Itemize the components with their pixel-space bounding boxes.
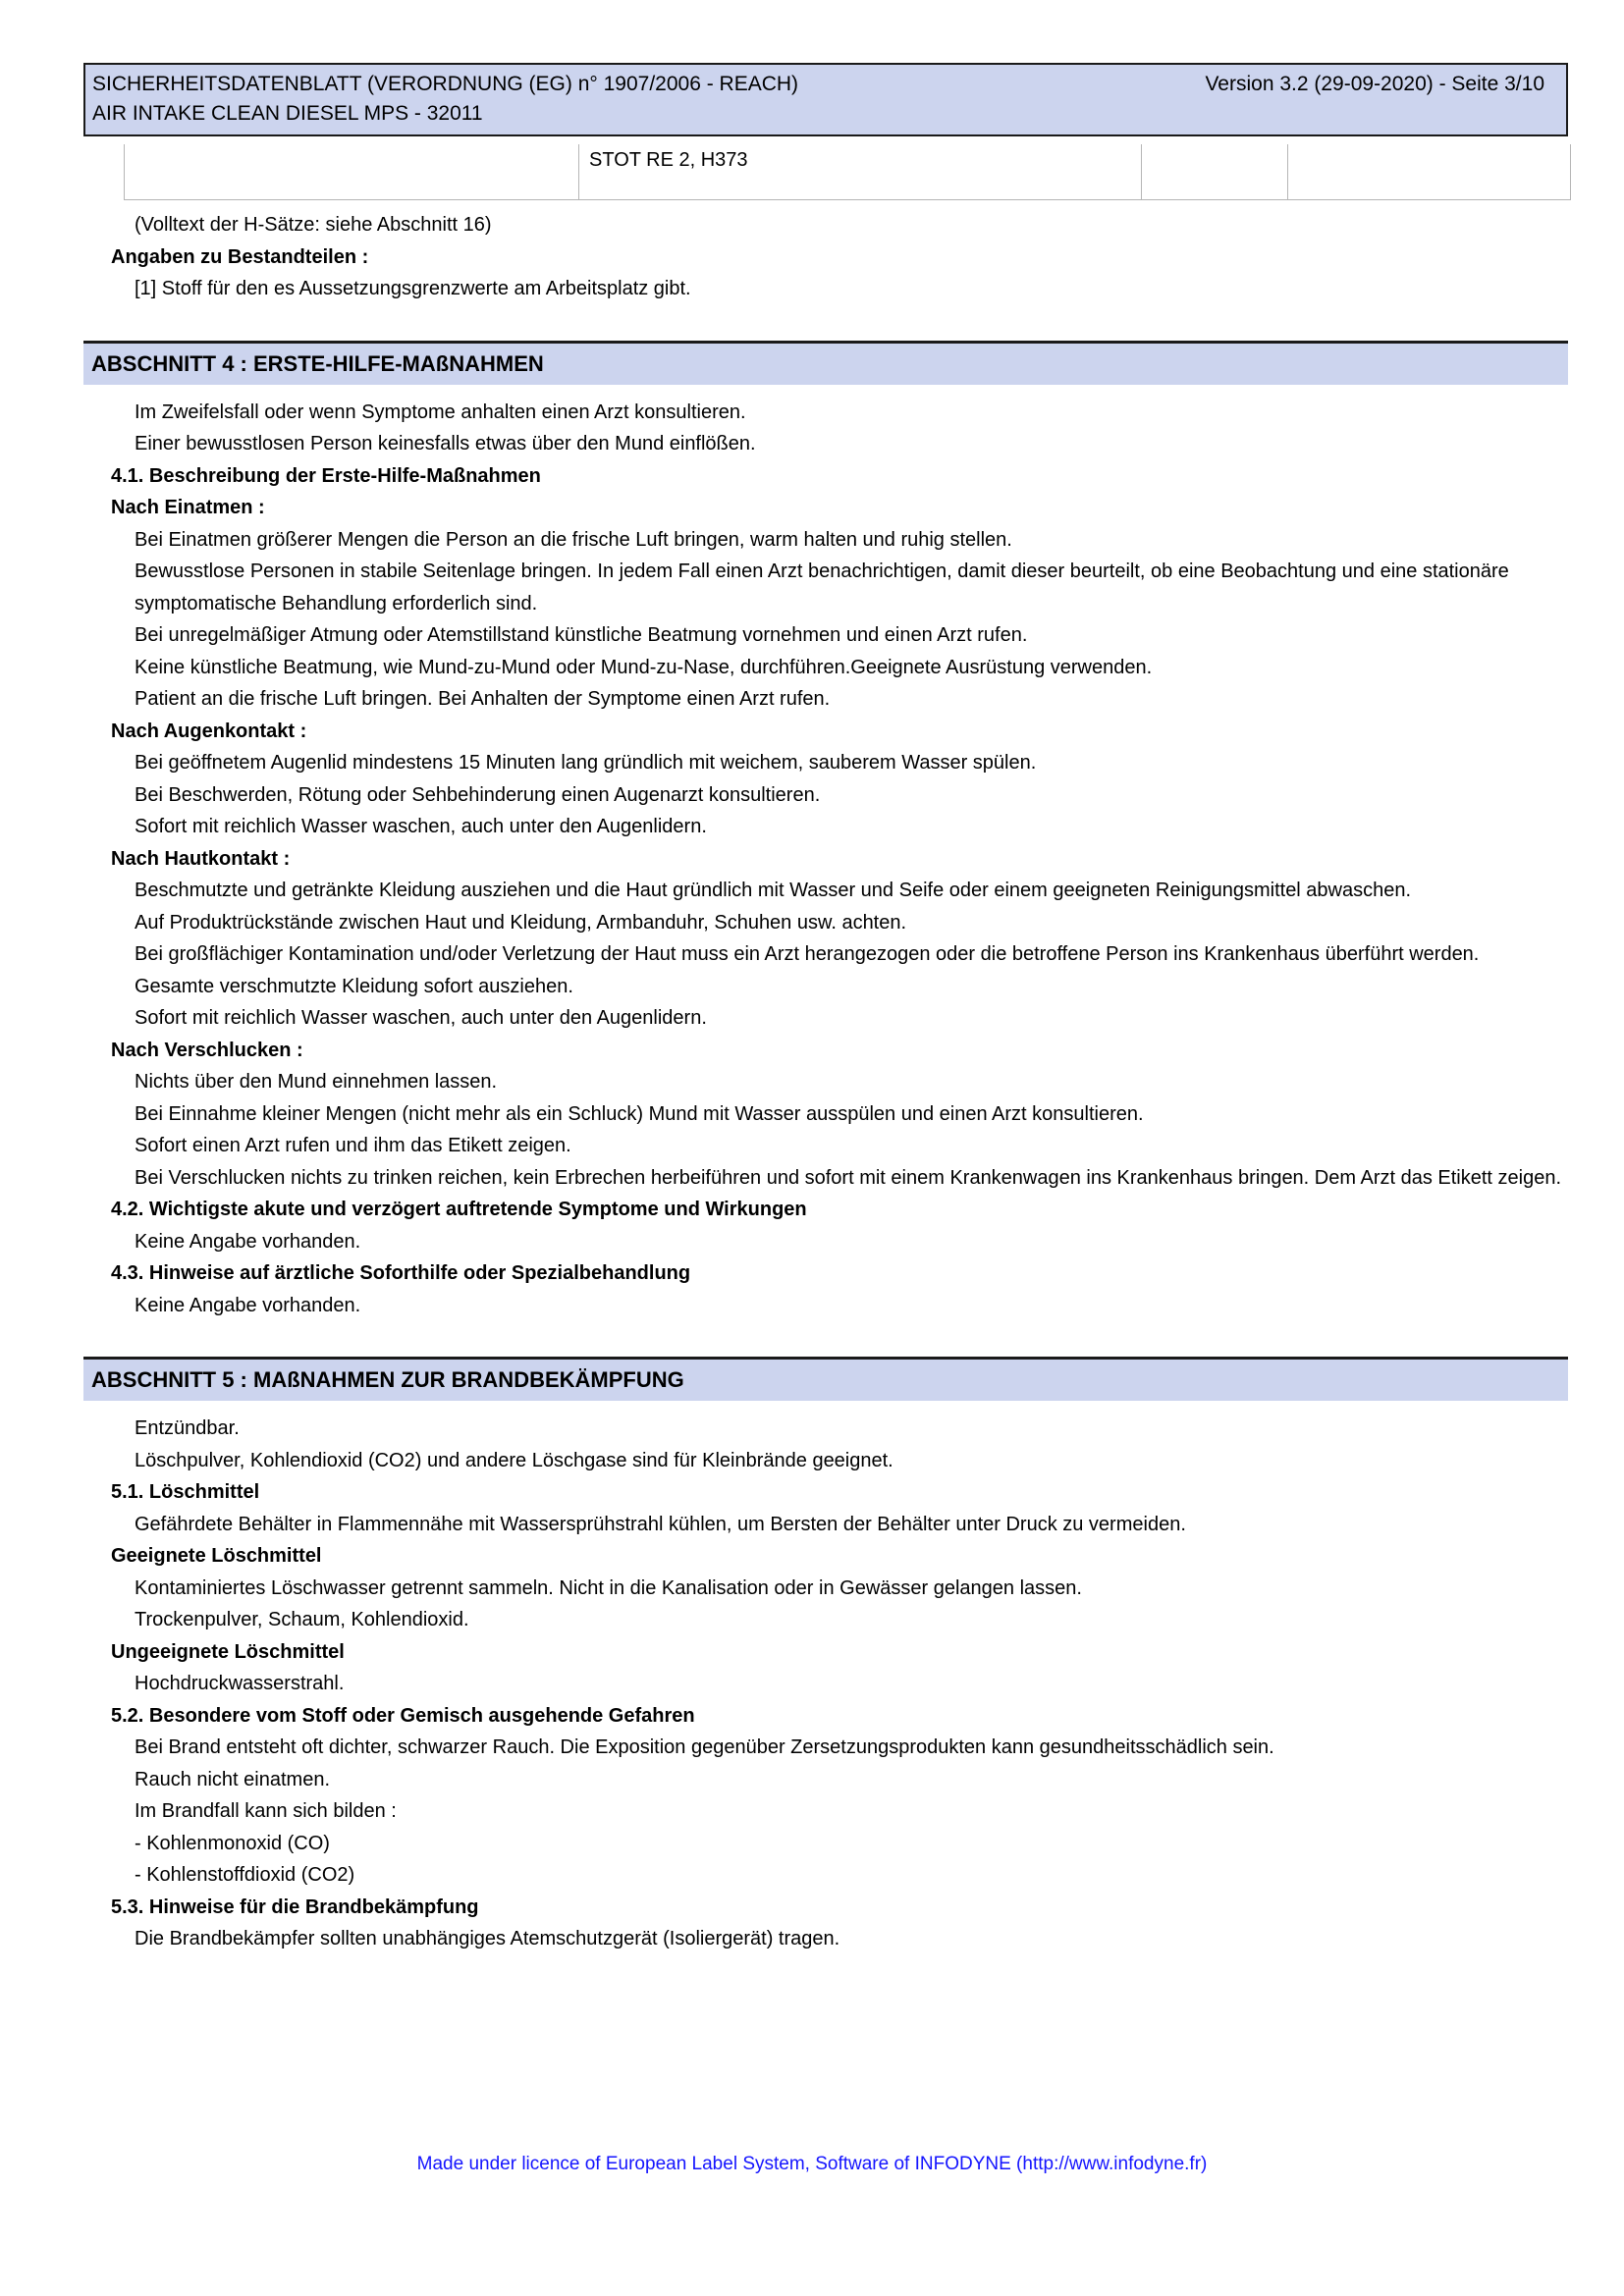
preamble-lines: [83, 209, 1568, 305]
subsection-heading: Angaben zu Bestandteilen :: [111, 245, 369, 268]
body-text-line: Bei Brand entsteht oft dichter, schwarzer Rauch. Die Exposition gegenüber Zersetzungsprodukten kann gesundheitsschädlich sein.: [135, 1736, 1274, 1758]
table-cell-4: [1288, 144, 1570, 199]
body-text-line: Bei Beschwerden, Rötung oder Sehbehinderung einen Augenarzt konsultieren.: [135, 783, 821, 806]
body-text-line: Beschmutzte und getränkte Kleidung ausziehen und die Haut gründlich mit Wasser und Seife oder einem geeigneten Reinigungsmittel abwaschen.: [135, 880, 1412, 901]
subsection-heading: 4.1. Beschreibung der Erste-Hilfe-Maßnahmen: [111, 464, 541, 487]
body-text-line: Bei Verschlucken nichts zu trinken reichen, kein Erbrechen herbeiführen und sofort mit einem Krankenwagen ins Krankenhaus bringen. Dem Arzt das Etikett zeigen.: [135, 1166, 1562, 1189]
version-page-info: Version 3.2 (29-09-2020) - Seite 3/10: [1205, 73, 1544, 95]
subsection-heading: 5.2. Besondere vom Stoff oder Gemisch ausgehende Gefahren: [111, 1704, 695, 1727]
body-text-line: Entzündbar.: [135, 1417, 240, 1439]
body-text-line: Bei Einnahme kleiner Mengen (nicht mehr als ein Schluck) Mund mit Wasser ausspülen und einen Arzt konsultieren.: [135, 1102, 1144, 1125]
body-text-line: Auf Produktrückstände zwischen Haut und Kleidung, Armbanduhr, Schuhen usw. achten.: [135, 911, 907, 934]
body-text-line: Keine Angabe vorhanden.: [135, 1294, 361, 1316]
body-text-line: - Kohlenmonoxid (CO): [135, 1832, 330, 1854]
subsection-heading: 4.3. Hinweise auf ärztliche Soforthilfe oder Spezialbehandlung: [111, 1262, 691, 1284]
body-text-line: Sofort mit reichlich Wasser waschen, auch unter den Augenlidern.: [135, 1007, 707, 1029]
page-content: [83, 63, 1568, 1955]
body-text-line: Im Brandfall kann sich bilden :: [135, 1800, 397, 1822]
table-cell-3: [1142, 144, 1288, 199]
classification-table-fragment: [124, 144, 1571, 200]
section-4-body: [83, 397, 1568, 1322]
body-text-line: Patient an die frische Luft bringen. Bei Anhalten der Symptome einen Arzt rufen.: [135, 688, 831, 710]
section-5-body: [83, 1413, 1568, 1955]
body-text-line: Bei Einatmen größerer Mengen die Person an die frische Luft bringen, warm halten und ruhig stellen.: [135, 528, 1012, 551]
subsection-heading: Nach Einatmen :: [111, 497, 265, 518]
body-text-line: Trockenpulver, Schaum, Kohlendioxid.: [135, 1609, 469, 1630]
body-text-line: Die Brandbekämpfer sollten unabhängiges Atemschutzgerät (Isoliergerät) tragen.: [135, 1928, 840, 1949]
subsection-heading: 5.1. Löschmittel: [111, 1481, 260, 1503]
body-text-line: - Kohlenstoffdioxid (CO2): [135, 1864, 355, 1886]
section-5: [83, 1357, 1568, 1955]
body-text-line: Gesamte verschmutzte Kleidung sofort ausziehen.: [135, 975, 573, 997]
section-4: [83, 341, 1568, 1322]
body-text-line: Gefährdete Behälter in Flammennähe mit Wassersprühstrahl kühlen, um Bersten der Behälter unter Druck zu vermeiden.: [135, 1513, 1186, 1535]
product-name: AIR INTAKE CLEAN DIESEL MPS - 32011: [92, 102, 483, 125]
body-text-line: Bei geöffnetem Augenlid mindestens 15 Minuten lang gründlich mit weichem, sauberem Wasser spülen.: [135, 752, 1037, 774]
footer-licence-note: Made under licence of European Label System, Software of INFODYNE (http://www.infodyne.fr): [416, 2154, 1208, 2174]
subsection-heading: Nach Verschlucken :: [111, 1039, 303, 1061]
body-text-line: Nichts über den Mund einnehmen lassen.: [135, 1071, 498, 1093]
body-text-line: Keine Angabe vorhanden.: [135, 1230, 361, 1253]
section-4-title: ABSCHNITT 4 : ERSTE-HILFE-MAßNAHMEN: [83, 341, 1568, 385]
document-header-row: [92, 70, 1544, 99]
section-5-title: ABSCHNITT 5 : MAßNAHMEN ZUR BRANDBEKÄMPFUNG: [83, 1357, 1568, 1401]
subsection-heading: Nach Augenkontakt :: [111, 720, 307, 742]
subsection-heading: Geeignete Löschmittel: [111, 1545, 322, 1567]
body-text-line: Sofort mit reichlich Wasser waschen, auch unter den Augenlidern.: [135, 816, 707, 837]
body-text-line: Sofort einen Arzt rufen und ihm das Etikett zeigen.: [135, 1135, 571, 1156]
body-text-line: Rauch nicht einatmen.: [135, 1768, 331, 1790]
subsection-heading: Ungeeignete Löschmittel: [111, 1640, 345, 1663]
body-text-line: Bei großflächiger Kontamination und/oder Verletzung der Haut muss ein Arzt herangezogen oder die betroffene Person ins Krankenhaus überführt werden.: [135, 943, 1480, 965]
body-text-line: Im Zweifelsfall oder wenn Symptome anhalten einen Arzt konsultieren.: [135, 400, 746, 423]
body-text-line: Löschpulver, Kohlendioxid (CO2) und andere Löschgase sind für Kleinbrände geeignet.: [135, 1449, 893, 1471]
document-title: SICHERHEITSDATENBLATT (VERORDNUNG (EG) n° 1907/2006 - REACH): [92, 73, 799, 95]
body-text-line: (Volltext der H-Sätze: siehe Abschnitt 16): [135, 214, 492, 236]
document-header: [83, 63, 1568, 136]
subsection-heading: 4.2. Wichtigste akute und verzögert auftretende Symptome und Wirkungen: [111, 1199, 807, 1220]
table-cell-classification: STOT RE 2, H373: [579, 144, 1142, 199]
subsection-heading: Nach Hautkontakt :: [111, 847, 291, 870]
body-text-line: Bei unregelmäßiger Atmung oder Atemstillstand künstliche Beatmung vornehmen und einen Arzt rufen.: [135, 624, 1028, 646]
subsection-heading: 5.3. Hinweise für die Brandbekämpfung: [111, 1896, 479, 1918]
body-text-line: Bewusstlose Personen in stabile Seitenlage bringen. In jedem Fall einen Arzt benachrichtigen, damit dieser beurteilt, ob eine Beobachtung und eine stationäre symptomatische Behandlung erforderlich sind.: [135, 561, 1509, 614]
body-text-line: Einer bewusstlosen Person keinesfalls etwas über den Mund einflößen.: [135, 433, 756, 454]
body-text-line: [1] Stoff für den es Aussetzungsgrenzwerte am Arbeitsplatz gibt.: [135, 278, 691, 299]
body-text-line: Keine künstliche Beatmung, wie Mund-zu-Mund oder Mund-zu-Nase, durchführen.Geeignete Ausrüstung verwenden.: [135, 656, 1153, 678]
table-cell-component: [125, 144, 579, 199]
body-text-line: Hochdruckwasserstrahl.: [135, 1673, 345, 1694]
body-text-line: Kontaminiertes Löschwasser getrennt sammeln. Nicht in die Kanalisation oder in Gewässer gelangen lassen.: [135, 1576, 1082, 1599]
